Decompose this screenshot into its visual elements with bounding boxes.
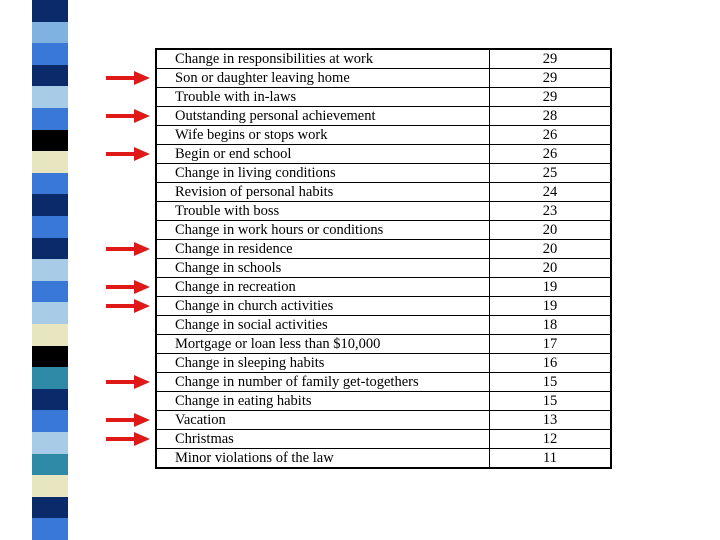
score-cell: 20 bbox=[490, 259, 612, 278]
stripe-block bbox=[32, 0, 68, 22]
score-cell: 19 bbox=[490, 278, 612, 297]
score-cell: 20 bbox=[490, 240, 612, 259]
table-row bbox=[156, 183, 611, 202]
stripe-block bbox=[32, 475, 68, 497]
table-row bbox=[156, 107, 611, 126]
table-row bbox=[156, 316, 611, 335]
event-cell: Mortgage or loan less than $10,000 bbox=[156, 335, 490, 354]
stripe-block bbox=[32, 432, 68, 454]
red-arrow-icon bbox=[106, 146, 150, 162]
table-row bbox=[156, 88, 611, 107]
event-cell: Trouble with in-laws bbox=[156, 88, 490, 107]
table-row bbox=[156, 354, 611, 373]
table-row bbox=[156, 430, 611, 449]
event-cell: Wife begins or stops work bbox=[156, 126, 490, 145]
red-arrow-icon bbox=[106, 279, 150, 295]
stripe-block bbox=[32, 324, 68, 346]
event-cell: Change in residence bbox=[156, 240, 490, 259]
score-cell: 23 bbox=[490, 202, 612, 221]
red-arrow-icon bbox=[106, 108, 150, 124]
table-row bbox=[156, 49, 611, 69]
table-row bbox=[156, 411, 611, 430]
red-arrow-icon bbox=[106, 241, 150, 257]
score-cell: 15 bbox=[490, 373, 612, 392]
event-cell: Outstanding personal achievement bbox=[156, 107, 490, 126]
score-cell: 26 bbox=[490, 145, 612, 164]
event-cell: Change in work hours or conditions bbox=[156, 221, 490, 240]
stripe-block bbox=[32, 86, 68, 108]
event-cell: Vacation bbox=[156, 411, 490, 430]
table-row bbox=[156, 221, 611, 240]
score-cell: 11 bbox=[490, 449, 612, 469]
table-row bbox=[156, 278, 611, 297]
stripe-block bbox=[32, 410, 68, 432]
score-cell: 19 bbox=[490, 297, 612, 316]
table-row bbox=[156, 449, 611, 469]
event-cell: Change in living conditions bbox=[156, 164, 490, 183]
event-cell: Change in schools bbox=[156, 259, 490, 278]
stripe-block bbox=[32, 454, 68, 476]
table-row bbox=[156, 69, 611, 88]
stripe-block bbox=[32, 216, 68, 238]
score-cell: 26 bbox=[490, 126, 612, 145]
red-arrow-icon bbox=[106, 412, 150, 428]
event-cell: Change in number of family get-togethers bbox=[156, 373, 490, 392]
stripe-block bbox=[32, 130, 68, 152]
table-row bbox=[156, 240, 611, 259]
event-cell: Christmas bbox=[156, 430, 490, 449]
table-row bbox=[156, 145, 611, 164]
event-cell: Begin or end school bbox=[156, 145, 490, 164]
stripe-block bbox=[32, 281, 68, 303]
score-cell: 24 bbox=[490, 183, 612, 202]
score-cell: 20 bbox=[490, 221, 612, 240]
red-arrow-icon bbox=[106, 374, 150, 390]
stripe-block bbox=[32, 497, 68, 519]
stripe-block bbox=[32, 259, 68, 281]
life-events-table bbox=[155, 48, 612, 469]
score-cell: 18 bbox=[490, 316, 612, 335]
stripe-block bbox=[32, 173, 68, 195]
table-row bbox=[156, 164, 611, 183]
stripe-block bbox=[32, 346, 68, 368]
score-cell: 29 bbox=[490, 69, 612, 88]
stripe-block bbox=[32, 43, 68, 65]
event-cell: Change in recreation bbox=[156, 278, 490, 297]
table-row bbox=[156, 259, 611, 278]
event-cell: Minor violations of the law bbox=[156, 449, 490, 469]
table-body bbox=[156, 49, 611, 468]
event-cell: Son or daughter leaving home bbox=[156, 69, 490, 88]
event-cell: Change in responsibilities at work bbox=[156, 49, 490, 69]
score-cell: 28 bbox=[490, 107, 612, 126]
table-row bbox=[156, 202, 611, 221]
table-row bbox=[156, 297, 611, 316]
stripe-block bbox=[32, 194, 68, 216]
stripe-block bbox=[32, 518, 68, 540]
stripe-block bbox=[32, 367, 68, 389]
score-cell: 12 bbox=[490, 430, 612, 449]
stripe-block bbox=[32, 238, 68, 260]
table-row bbox=[156, 126, 611, 145]
red-arrow-icon bbox=[106, 70, 150, 86]
event-cell: Change in social activities bbox=[156, 316, 490, 335]
score-cell: 29 bbox=[490, 88, 612, 107]
score-cell: 29 bbox=[490, 49, 612, 69]
score-cell: 16 bbox=[490, 354, 612, 373]
table-row bbox=[156, 373, 611, 392]
table-row bbox=[156, 335, 611, 354]
stripe-block bbox=[32, 22, 68, 44]
stripe-block bbox=[32, 108, 68, 130]
event-cell: Trouble with boss bbox=[156, 202, 490, 221]
red-arrow-icon bbox=[106, 431, 150, 447]
red-arrow-icon bbox=[106, 298, 150, 314]
score-cell: 13 bbox=[490, 411, 612, 430]
stripe-block bbox=[32, 65, 68, 87]
event-cell: Change in sleeping habits bbox=[156, 354, 490, 373]
decorative-color-stripe bbox=[32, 0, 68, 540]
score-cell: 17 bbox=[490, 335, 612, 354]
event-cell: Change in church activities bbox=[156, 297, 490, 316]
stripe-block bbox=[32, 151, 68, 173]
stripe-block bbox=[32, 302, 68, 324]
score-cell: 25 bbox=[490, 164, 612, 183]
stripe-block bbox=[32, 389, 68, 411]
event-cell: Revision of personal habits bbox=[156, 183, 490, 202]
event-cell: Change in eating habits bbox=[156, 392, 490, 411]
table-row bbox=[156, 392, 611, 411]
score-cell: 15 bbox=[490, 392, 612, 411]
